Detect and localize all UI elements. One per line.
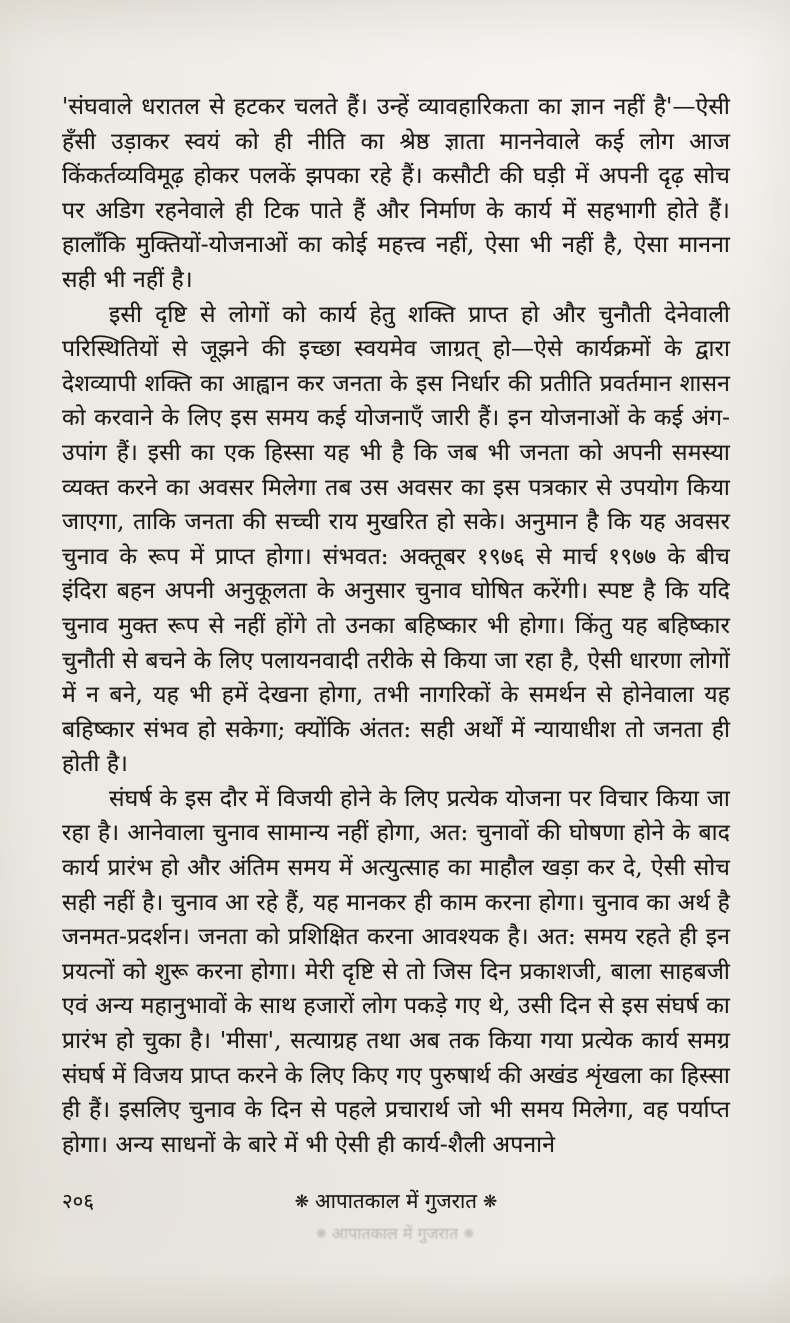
running-title [62, 1186, 730, 1218]
page-footer [62, 1186, 730, 1216]
paragraph-3: संघर्ष के इस दौर में विजयी होने के लिए प्रत्येक योजना पर विचार किया जा रहा है। आनेवाला चुनाव सामान्य नहीं होगा, अत: चुनावों की घोषणा होने के बाद कार्य प्रारंभ हो और अंतिम समय में अत्युत्साह का माहौल खड़ा कर दे, ऐसी सोच सही नहीं है। चुनाव आ रहे हैं, यह मानकर ही काम करना होगा। चुनाव का अर्थ है जनमत-प्रदर्शन। जनता को प्रशिक्षित करना आवश्यक है। अत: समय रहते ही इन प्रयत्नों को शुरू करना होगा। मेरी दृष्टि से तो जिस दिन प्रकाशजी, बाला साहबजी एवं अन्य महानुभावों के साथ हजारों लोग पकड़े गए थे, उसी दिन से इस संघर्ष का प्रारंभ हो चुका है। 'मीसा', सत्याग्रह तथा अब तक किया गया प्रत्येक कार्य समग्र संघर्ष में विजय प्राप्त करने के लिए किए गए पुरुषार्थ की अखंड शृंखला का हिस्सा ही हैं। इसलिए चुनाव के दिन से पहले प्रचारार्थ जो भी समय मिलेगा, वह पर्याप्त होगा। अन्य साधनों के बारे में भी ऐसी ही कार्य-शैली अपनाने [62, 785, 730, 1158]
bleed-through-ghost-text [0, 1222, 790, 1244]
florette-icon: ❋ [315, 1227, 327, 1242]
florette-icon: ❋ [482, 1192, 498, 1212]
body-text [62, 90, 730, 1162]
bleed-through-title-text: आपातकाल में गुजरात [331, 1224, 459, 1243]
page-number: २०६ [62, 1189, 94, 1213]
running-title-text: आपातकाल में गुजरात [315, 1189, 477, 1213]
florette-icon: ❋ [294, 1192, 310, 1212]
paragraph-2: इसी दृष्टि से लोगों को कार्य हेतु शक्ति प्राप्त हो और चुनौती देनेवाली परिस्थितियों से जूझने की इच्छा स्वयमेव जाग्रत् हो—ऐसे कार्यक्रमों के द्वारा देशव्यापी शक्ति का आह्वान कर जनता के इस निर्धार की प्रतीति प्रवर्तमान शासन को करवाने के लिए इस समय कई योजनाएँ जारी हैं। इन योजनाओं के कई अंग-उपांग हैं। इसी का एक हिस्सा यह भी है कि जब भी जनता को अपनी समस्या व्यक्त करने का अवसर मिलेगा तब उस अवसर का इस पत्रकार से उपयोग किया जाएगा, ताकि जनता की सच्ची राय मुखरित हो सके। अनुमान है कि यह अवसर चुनाव के रूप में प्राप्त होगा। संभवत: अक्तूबर १९७६ से मार्च १९७७ के बीच इंदिरा बहन अपनी अनुकूलता के अनुसार चुनाव घोषित करेंगी। स्पष्ट है कि यदि चुनाव मुक्त रूप से नहीं होंगे तो उनका बहिष्कार भी होगा। किंतु यह बहिष्कार चुनौती से बचने के लिए पलायनवादी तरीके से किया जा रहा है, ऐसी धारणा लोगों में न बने, यह भी हमें देखना होगा, तभी नागरिकों के समर्थन से होनेवाला यह बहिष्कार संभव हो सकेगा; क्योंकि अंतत: सही अर्थों में न्यायाधीश तो जनता ही होती है। [62, 301, 730, 778]
florette-icon: ❋ [463, 1227, 475, 1242]
paragraph-1: 'संघवाले धरातल से हटकर चलते हैं। उन्हें व्यावहारिकता का ज्ञान नहीं है'—ऐसी हँसी उड़ाकर स्वयं को ही नीति का श्रेष्ठ ज्ञाता माननेवाले कई लोग आज किंकर्तव्यविमूढ़ होकर पलकें झपका रहे हैं। कसौटी की घड़ी में अपनी दृढ़ सोच पर अडिग रहनेवाले ही टिक पाते हैं और निर्माण के कार्य में सहभागी होते हैं। हालाँकि मुक्तियों-योजनाओं का कोई महत्त्व नहीं, ऐसा भी नहीं है, ऐसा मानना सही भी नहीं है। [62, 94, 730, 293]
